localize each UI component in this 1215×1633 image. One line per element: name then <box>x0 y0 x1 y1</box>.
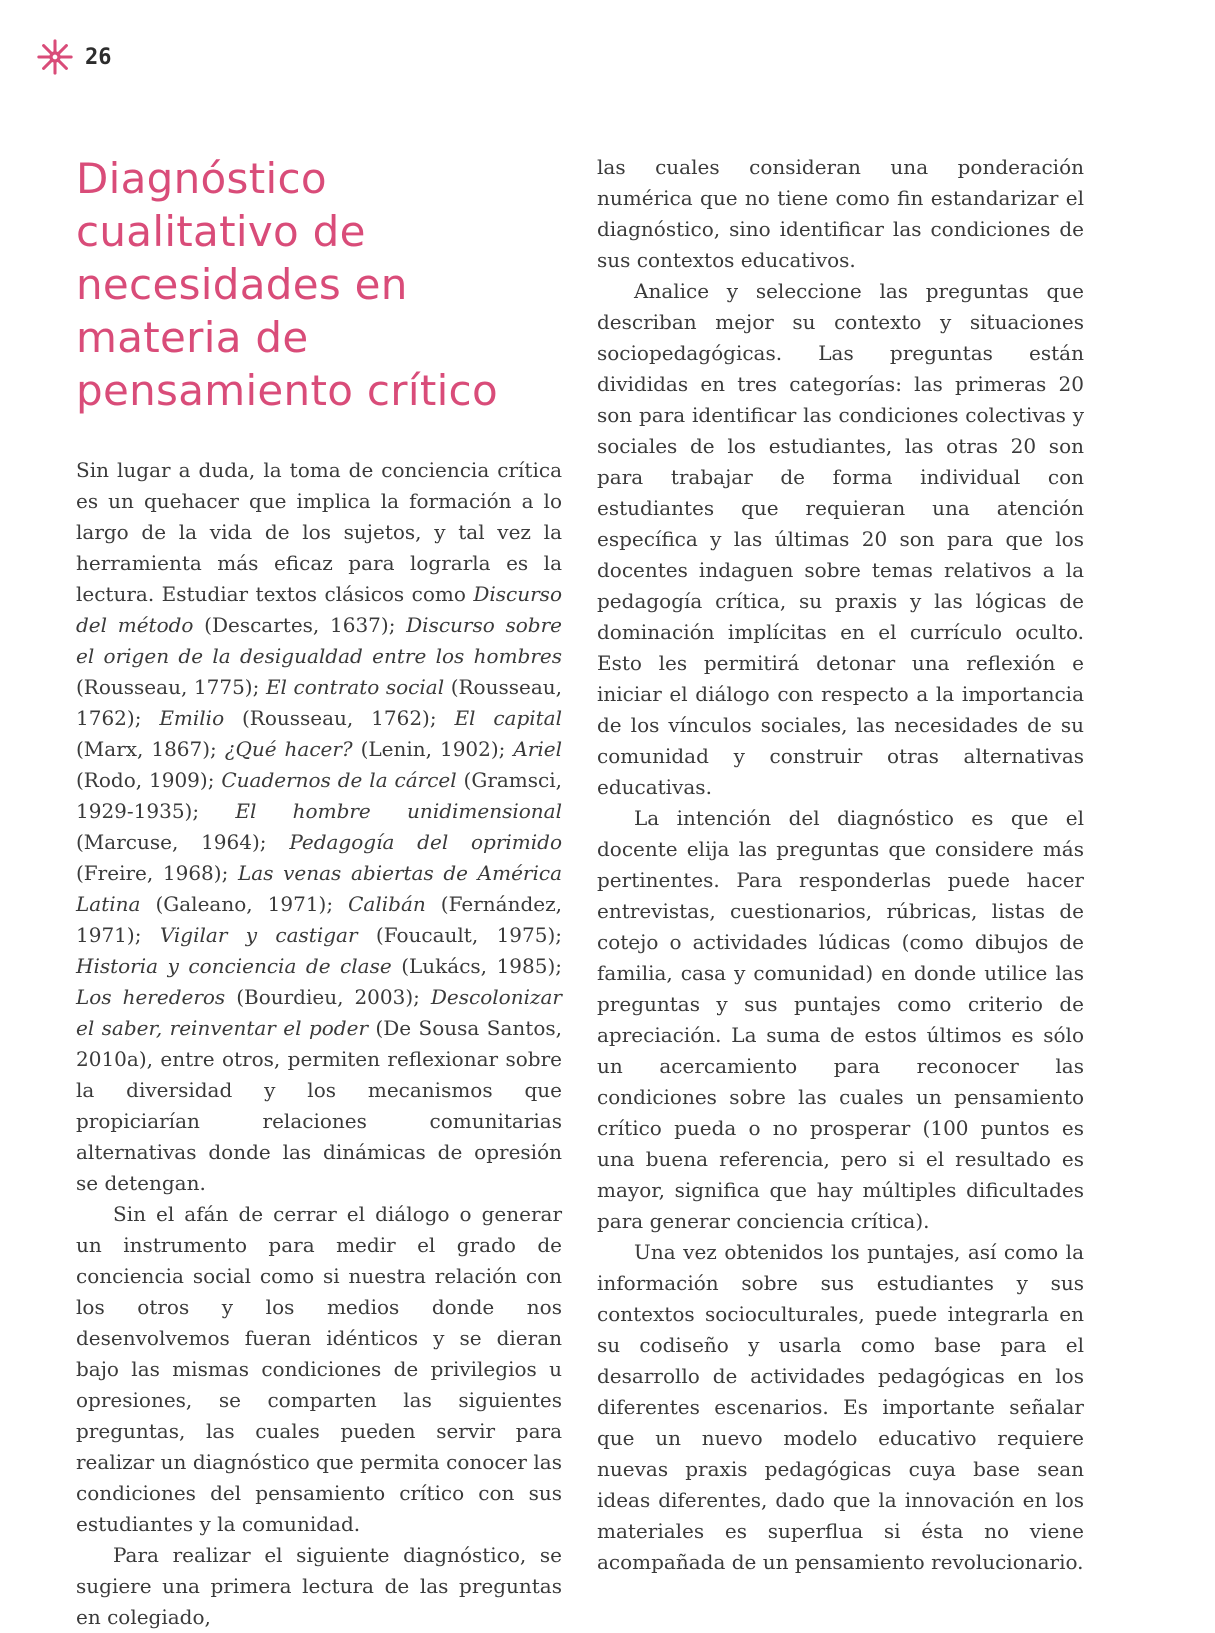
book-title: El capital <box>454 706 562 730</box>
section-title: Diagnóstico cualitativo de necesidades en materia de pensamiento crítico <box>76 154 498 415</box>
page-number: 26 <box>85 44 112 70</box>
page-header <box>36 38 112 76</box>
book-title: Discurso del método <box>76 582 562 637</box>
book-title: Vigilar y castigar <box>159 923 358 947</box>
text-run: (Rousseau, 1775); <box>76 675 266 699</box>
book-title: Ariel <box>513 737 562 761</box>
text-run: (Freire, 1968); <box>76 861 238 885</box>
book-title: Descolonizar el saber, reinventar el poder <box>76 985 562 1040</box>
right-column <box>597 152 1084 1578</box>
text-run: (Rousseau, 1762); <box>76 675 563 730</box>
text-run: (Galeano, 1971); <box>140 892 349 916</box>
text-run: (Rousseau, 1762); <box>224 706 455 730</box>
text-run: Sin lugar a duda, la toma de conciencia crítica es un quehacer que implica la formación a lo largo de la vida de los sujetos, y tal vez la herramienta más eficaz para lograrla es la lectura. Estudiar textos clásicos como <box>76 458 562 606</box>
body-paragraph-4: las cuales consideran una ponderación numérica que no tiene como fin estandarizar el diagnóstico, sino identificar las condiciones de sus contextos educativos. <box>597 155 1084 272</box>
book-title: Historia y conciencia de clase <box>76 954 392 978</box>
text-run: (Gramsci, 1929-1935); <box>76 768 562 823</box>
body-paragraph-5: Analice y seleccione las preguntas que describan mejor su contexto y situaciones sociopedagógicas. Las preguntas están divididas en tres categorías: las primeras 20 son para identificar las condiciones colectivas y sociales de los estudiantes, las otras 20 son para trabajar de forma individual con estudiantes que requieran una atención específica y las últimas 20 son para que los docentes indaguen sobre temas relativos a la pedagogía crítica, su praxis y las lógicas de dominación implícitas en el currículo oculto. Esto les permitirá detonar una reflexión e iniciar el diálogo con respecto a la importancia de los vínculos sociales, las necesidades de su comunidad y construir otras alternativas educativas. <box>597 279 1084 799</box>
body-paragraph-6: La intención del diagnóstico es que el docente elija las preguntas que considere más pertinentes. Para responderlas puede hacer entrevistas, cuestionarios, rúbricas, listas de cotejo o actividades lúdicas (como dibujos de familia, casa y comunidad) en donde utilice las preguntas y sus puntajes como criterio de apreciación. La suma de estos últimos es sólo un acercamiento para reconocer las condiciones sobre las cuales un pensamiento crítico pueda o no prosperar (100 puntos es una buena referencia, pero si el resultado es mayor, significa que hay múltiples dificultades para generar conciencia crítica). <box>597 806 1084 1233</box>
book-title: Discurso sobre el origen de la desigualdad entre los hombres <box>76 613 562 668</box>
text-run: (Marx, 1867); <box>76 737 225 761</box>
text-run: (Bourdieu, 2003); <box>225 985 431 1009</box>
body-paragraph-3: Para realizar el siguiente diagnóstico, se sugiere una primera lectura de las preguntas en colegiado, <box>76 1543 562 1629</box>
book-title: Los herederos <box>76 985 226 1009</box>
text-run: (Rodo, 1909); <box>76 768 222 792</box>
left-column <box>76 152 562 1633</box>
text-run: (Descartes, 1637); <box>193 613 407 637</box>
book-title: ¿Qué hacer? <box>224 737 353 761</box>
text-run: (Fernández, 1971); <box>76 892 562 947</box>
body-paragraph-2: Sin el afán de cerrar el diálogo o generar un instrumento para medir el grado de conciencia social como si nuestra relación con los otros y los medios donde nos desenvolvemos fueran idénticos y se dieran bajo las mismas condiciones de privilegios u opresiones, se comparten las siguientes preguntas, las cuales pueden servir para realizar un diagnóstico que permita conocer las condiciones del pensamiento crítico con sus estudiantes y la comunidad. <box>76 1202 562 1536</box>
book-title: Las venas abiertas de América Latina <box>76 861 562 916</box>
body-paragraph-1 <box>76 455 562 1199</box>
text-run: (Lenin, 1902); <box>352 737 514 761</box>
book-title: Cuadernos de la cárcel <box>221 768 457 792</box>
asterisk-ornament-icon <box>36 38 74 76</box>
body-paragraph-7: Una vez obtenidos los puntajes, así como la información sobre sus estudiantes y sus contextos socioculturales, puede integrarla en su codiseño y usarla como base para el desarrollo de actividades pedagógicas en los diferentes escenarios. Es importante señalar que un nuevo modelo educativo requiere nuevas praxis pedagógicas cuya base sean ideas diferentes, dado que la innovación en los materiales es superflua si ésta no viene acompañada de un pensamiento revolucionario. <box>597 1240 1084 1574</box>
book-title: Pedagogía del oprimido <box>289 830 562 854</box>
book-title: Emilio <box>159 706 225 730</box>
text-run: (Foucault, 1975); <box>357 923 563 947</box>
book-title: Calibán <box>348 892 426 916</box>
book-title: El hombre unidimensional <box>235 799 562 823</box>
text-run: (Marcuse, 1964); <box>76 830 290 854</box>
text-run: (De Sousa Santos, 2010a), entre otros, permiten reflexionar sobre la diversidad y los mecanismos que propiciarían relaciones comunitarias alternativas donde las dinámicas de opresión se detengan. <box>76 1016 562 1195</box>
text-run: (Lukács, 1985); <box>391 954 563 978</box>
book-title: El contrato social <box>265 675 445 699</box>
